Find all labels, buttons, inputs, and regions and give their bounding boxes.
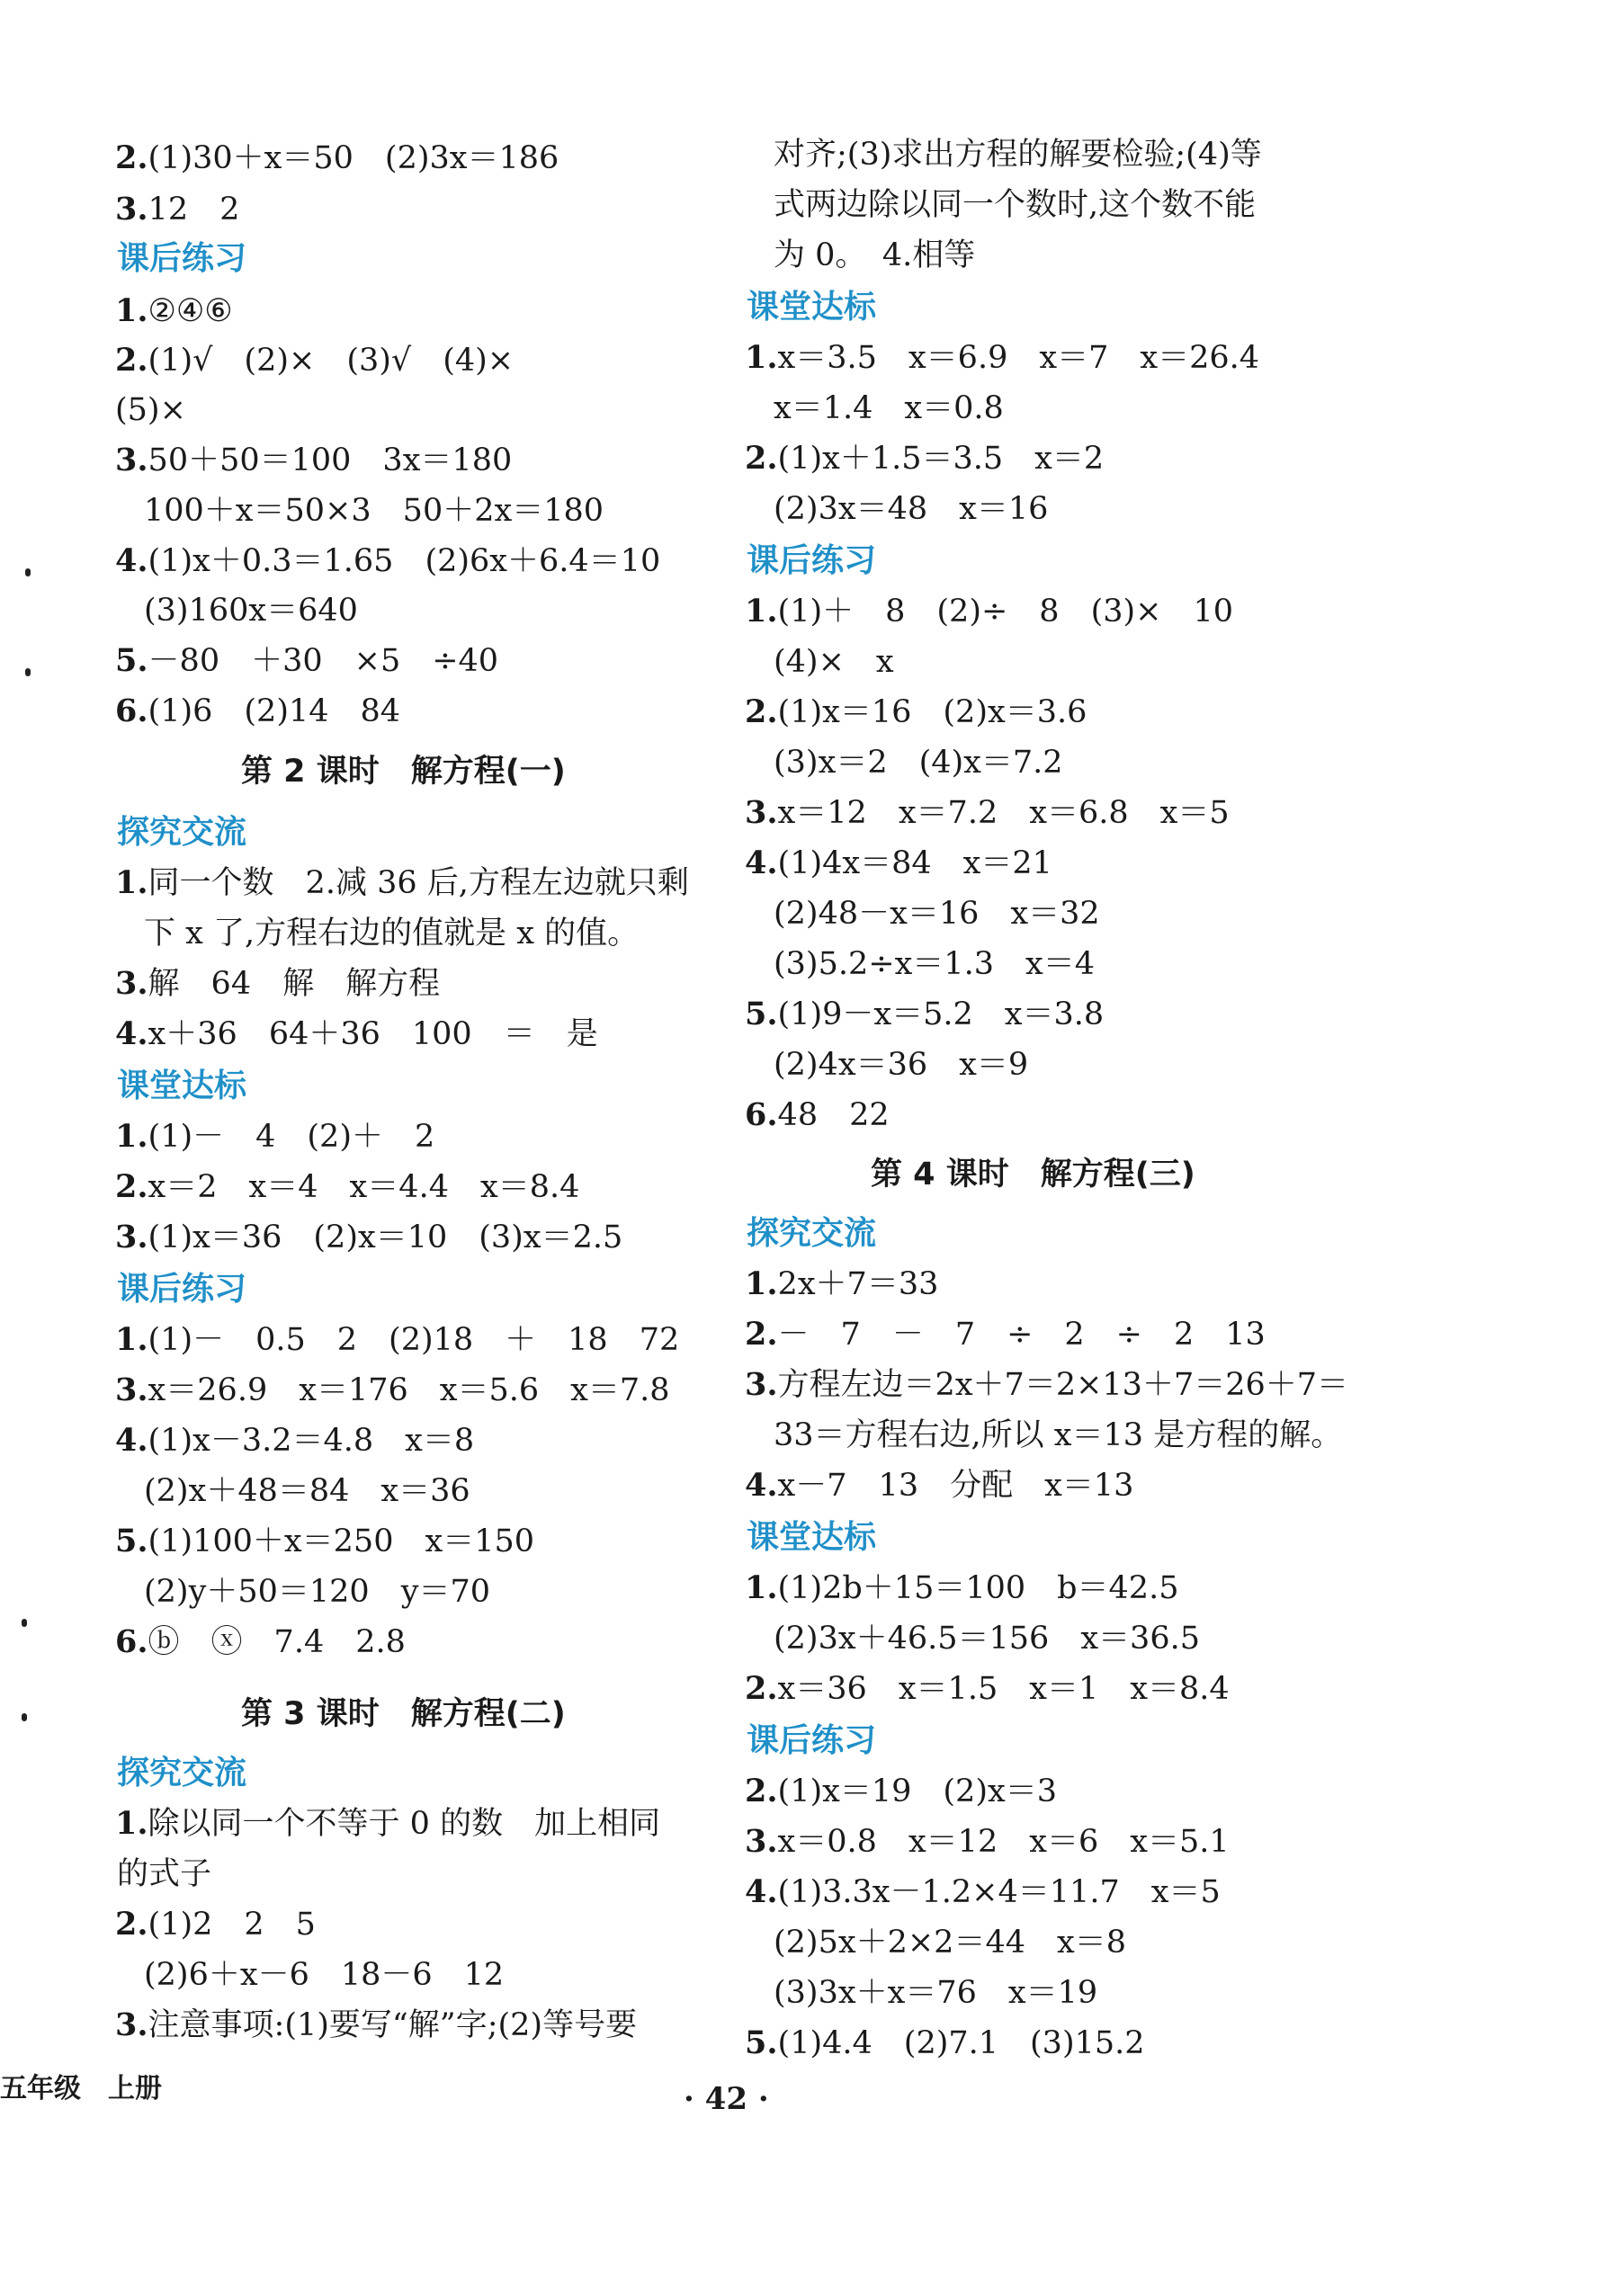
answer-text: 注意事项:(1)要写“解”字;(2)等号要 [148,2007,638,2043]
answer-text: x＝3.5 x＝6.9 x＝7 x＝26.4 [777,340,1260,376]
section-heading: 课后练习 [117,1271,247,1308]
answer-line [115,860,689,907]
answer-text: (1)＋ 8 (2)÷ 8 (3)× 10 [777,594,1234,630]
answer-line [115,1011,598,1058]
answer-text: (3)160x＝640 [144,593,358,629]
answer-text: －80 ＋30 ×5 ÷40 [148,643,499,679]
answer-text: 为 0。 4.相等 [774,237,976,273]
lesson-title: 第 3 课时 解方程(二) [241,1696,566,1732]
answer-text: ②④⑥ [148,293,233,329]
answer-text: x＋36 64＋36 100 ＝ 是 [148,1016,598,1052]
section-heading: 课堂达标 [747,289,877,326]
answer-text: (1)x＝16 (2)x＝3.6 [777,694,1087,730]
answer-line [745,1666,1230,1712]
question-number: 2. [115,139,148,176]
answer-text: 对齐;(3)求出方程的解要检验;(4)等 [774,137,1262,173]
question-number: 4. [745,844,778,881]
question-number: 3. [745,1823,778,1860]
question-number: 2. [745,440,778,477]
answer-line [774,1041,1028,1088]
answer-text: (1)4.4 (2)7.1 (3)15.2 [777,2025,1145,2061]
answer-line [745,435,1104,482]
answer-text: 解 64 解 解方程 [148,966,441,1002]
answer-text: (1)x＝19 (2)x＝3 [777,1773,1057,1809]
question-number: 6. [115,1623,148,1660]
answer-line [774,182,1256,228]
question-number: 4. [115,542,148,579]
answer-line [774,1970,1097,2016]
answer-text: 100＋x＝50×3 50＋2x＝180 [144,493,604,529]
answer-text: (1)－ 0.5 2 (2)18 ＋ 18 72 [148,1322,680,1358]
question-number: 3. [115,2006,148,2043]
answer-line [115,1317,679,1363]
answer-line [115,1619,406,1666]
answer-text: (2)5x＋2×2＝44 x＝8 [774,1925,1126,1961]
scan-mark [22,1713,27,1721]
answer-line [115,538,660,585]
answer-text: 除以同一个不等于 0 的数 加上相同 [148,1806,661,1842]
answer-line [774,385,1004,432]
question-number: 5. [115,642,148,679]
answer-line [115,688,400,735]
question-number: 4. [745,1467,778,1504]
answer-text: ⓑ ⓧ 7.4 2.8 [148,1624,406,1660]
answer-text: 50＋50＝100 3x＝180 [148,442,513,478]
question-number: 3. [745,794,778,831]
answer-text: (1)x－3.2＝4.8 x＝8 [148,1423,475,1459]
question-number: 3. [115,191,148,228]
answer-text: x＝1.4 x＝0.8 [774,390,1004,426]
answer-line [144,487,604,534]
answer-text: x＝2 x＝4 x＝4.4 x＝8.4 [148,1169,580,1205]
answer-line [144,1568,490,1615]
answer-line [115,1367,670,1414]
answer-text: 的式子 [117,1856,212,1892]
answer-line [774,890,1100,937]
section-heading: 探究交流 [117,1755,247,1791]
answer-line [115,1518,534,1565]
answer-text: 方程左边＝2x＋7＝2×13＋7＝26＋7＝ [777,1367,1349,1403]
section-heading: 课堂达标 [747,1519,877,1556]
answer-text: 12 2 [148,192,240,228]
answer-text: (3)3x＋x＝76 x＝19 [774,1975,1098,2011]
question-number: 2. [115,1906,148,1943]
answer-text: (5)× [115,392,186,428]
answer-line [745,689,1087,736]
answer-line [115,1800,660,1847]
question-number: 1. [745,339,778,376]
answer-line [774,1919,1126,1966]
answer-line [745,1565,1178,1612]
question-number: 1. [115,1118,148,1155]
question-number: 5. [115,1523,148,1559]
answer-line [745,1261,938,1308]
scan-mark [25,668,31,676]
answer-text: x－7 13 分配 x＝13 [777,1468,1134,1504]
answer-line [774,232,975,279]
question-number: 4. [115,1422,148,1459]
answer-text: (2)48－x＝16 x＝32 [774,896,1100,932]
section-heading: 探究交流 [747,1215,877,1252]
question-number: 5. [745,996,778,1032]
question-number: 2. [745,693,778,730]
question-number: 2. [745,1316,778,1353]
answer-text: (1)2b＋15＝100 b＝42.5 [777,1570,1179,1606]
answer-line [115,1901,316,1948]
question-number: 1. [115,292,148,329]
answer-text: (2)4x＝36 x＝9 [774,1047,1029,1083]
answer-line [774,131,1262,178]
answer-text: (2)6＋x－6 18－6 12 [144,1957,505,1993]
answer-line [115,186,239,233]
question-number: 3. [115,1219,148,1255]
question-number: 6. [745,1096,778,1133]
answer-line [144,1468,470,1514]
answer-text: (1)－ 4 (2)＋ 2 [148,1119,435,1155]
answer-line [745,1092,890,1139]
page-number: · 42 · [684,2081,769,2117]
answer-text: x＝36 x＝1.5 x＝1 x＝8.4 [777,1671,1230,1707]
question-number: 6. [115,692,148,729]
question-number: 3. [115,965,148,1002]
answer-text: (2)y＋50＝120 y＝70 [144,1574,491,1610]
answer-line [115,2002,637,2049]
question-number: 1. [115,1805,148,1842]
section-heading: 课后练习 [747,1722,877,1759]
question-number: 2. [745,1670,778,1707]
question-number: 3. [115,442,148,478]
scan-mark [22,1619,27,1627]
section-heading: 课后练习 [747,542,877,579]
answer-text: (1)6 (2)14 84 [148,693,401,729]
answer-text: 48 22 [777,1097,890,1133]
answer-line [115,437,512,484]
answer-line [144,587,358,634]
question-number: 1. [115,864,148,901]
question-number: 3. [115,1371,148,1408]
answer-line [745,1768,1057,1815]
answer-line [745,840,1052,887]
scan-mark [25,568,31,576]
question-number: 1. [745,593,778,630]
answer-line [774,941,1095,987]
question-number: 1. [745,1265,778,1302]
answer-text: 式两边除以同一个数时,这个数不能 [774,187,1257,223]
answer-text: (1)x＋0.3＝1.65 (2)6x＋6.4＝10 [148,543,661,579]
question-number: 5. [745,2024,778,2061]
answer-line [144,1952,504,1998]
answer-line [117,1851,211,1898]
answer-text: (2)3x＋46.5＝156 x＝36.5 [774,1621,1200,1657]
answer-line [115,1214,622,1261]
answer-text: 2x＋7＝33 [777,1266,939,1302]
answer-text: (2)x＋48＝84 x＝36 [144,1473,470,1509]
answer-line [745,2020,1145,2067]
answer-line [115,638,498,684]
answer-text: x＝0.8 x＝12 x＝6 x＝5.1 [777,1824,1230,1860]
answer-text: x＝26.9 x＝176 x＝5.6 x＝7.8 [148,1372,670,1408]
question-number: 2. [115,342,148,379]
answer-line [115,387,186,433]
answer-line [745,1362,1348,1408]
answer-text: (3)5.2÷x＝1.3 x＝4 [774,946,1095,982]
answer-line [745,1462,1133,1509]
answer-text: 33＝方程右边,所以 x＝13 是方程的解。 [774,1417,1343,1453]
answer-line [745,1311,1266,1358]
answer-text: (1)9－x＝5.2 x＝3.8 [777,996,1105,1032]
answer-text: 同一个数 2.减 36 后,方程左边就只剩 [148,865,689,901]
answer-text: 下 x 了,方程右边的值就是 x 的值。 [144,916,640,951]
answer-text: (1)x＋1.5＝3.5 x＝2 [777,441,1105,477]
answer-line [774,486,1048,532]
answer-line [745,335,1259,381]
answer-text: － 7 － 7 ÷ 2 ÷ 2 13 [777,1317,1266,1353]
question-number: 2. [115,1168,148,1205]
answer-text: (1)3.3x－1.2×4＝11.7 x＝5 [777,1874,1221,1910]
answer-line [745,1818,1230,1865]
answer-line [745,588,1233,635]
question-number: 3. [745,1366,778,1403]
answer-line [115,1164,579,1211]
answer-text: (1)30＋x＝50 (2)3x＝186 [148,140,559,176]
answer-line [745,790,1230,836]
answer-text: (1)2 2 5 [148,1907,316,1943]
answer-line [115,1113,434,1160]
answer-line [115,1417,474,1464]
answer-line [115,337,514,384]
answer-line [774,739,1063,786]
answer-text: (1)4x＝84 x＝21 [777,845,1052,881]
question-number: 2. [745,1773,778,1809]
answer-line [774,639,894,685]
question-number: 1. [115,1321,148,1358]
answer-text: x＝12 x＝7.2 x＝6.8 x＝5 [777,795,1230,831]
answer-line [115,960,440,1007]
lesson-title: 第 2 课时 解方程(一) [241,754,566,790]
question-number: 4. [745,1873,778,1910]
lesson-title: 第 4 课时 解方程(三) [871,1157,1195,1193]
answer-line [115,135,559,182]
section-heading: 课后练习 [117,240,247,277]
answer-line [115,288,233,335]
section-heading: 探究交流 [117,814,247,851]
answer-text: (1)√ (2)× (3)√ (4)× [148,343,515,379]
answer-text: (1)100＋x＝250 x＝150 [148,1523,535,1559]
answer-line [774,1412,1342,1459]
section-heading: 课堂达标 [117,1068,247,1104]
question-number: 1. [745,1569,778,1606]
answer-line [144,910,639,957]
answer-text: (2)3x＝48 x＝16 [774,491,1049,527]
answer-line [774,1615,1200,1662]
question-number: 4. [115,1015,148,1052]
answer-text: (4)× x [774,644,894,680]
answer-line [745,991,1104,1038]
footer-grade: 五年级 上册 [0,2073,162,2104]
answer-text: (3)x＝2 (4)x＝7.2 [774,745,1063,781]
answer-line [745,1869,1221,1916]
answer-text: (1)x＝36 (2)x＝10 (3)x＝2.5 [148,1219,623,1255]
